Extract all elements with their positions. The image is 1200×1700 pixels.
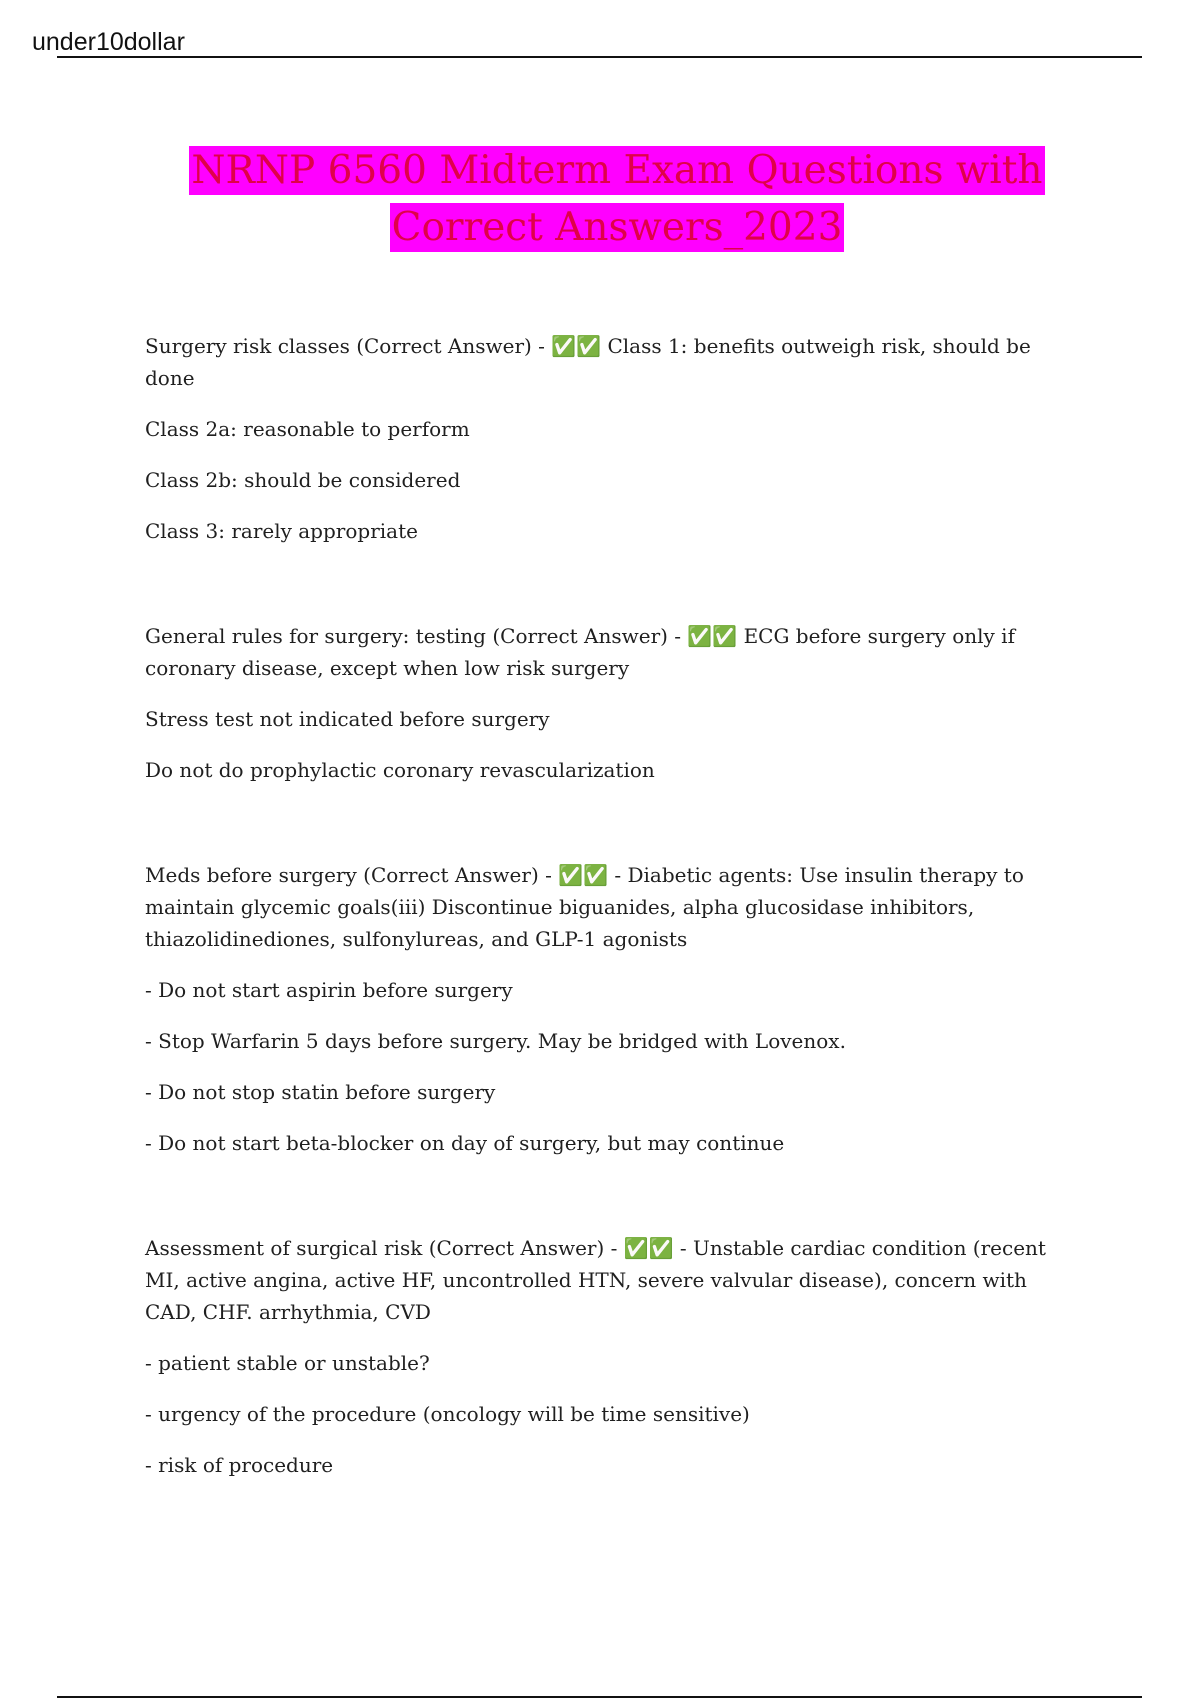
question-text: General rules for surgery: testing (Correct Answer) - ✅✅ ECG before surgery only if coronary disease, except when low risk surgery (145, 624, 1015, 680)
qa-section (145, 330, 1080, 547)
answer-line: - risk of procedure (145, 1453, 334, 1477)
document-title (150, 142, 1084, 256)
question-text: Surgery risk classes (Correct Answer) - ✅✅ Class 1: benefits outweigh risk, should be done (145, 334, 1031, 390)
answer-line: - urgency of the procedure (oncology will be time sensitive) (145, 1402, 750, 1426)
answer-line: Class 2a: reasonable to perform (145, 417, 470, 441)
footer-rule (57, 1696, 1142, 1698)
answer-line: - Do not start beta-blocker on day of surgery, but may continue (145, 1131, 785, 1155)
answer-line: Stress test not indicated before surgery (145, 707, 550, 731)
answer-line: Class 3: rarely appropriate (145, 519, 418, 543)
answer-line: - Stop Warfarin 5 days before surgery. May be bridged with Lovenox. (145, 1029, 846, 1053)
question-text: Meds before surgery (Correct Answer) - ✅✅ - Diabetic agents: Use insulin therapy to maintain glycemic goals(iii) Discontinue biguanides, alpha glucosidase inhibitors, thiazolidinediones, sulfonylureas, and GLP-1 agonists (145, 863, 1024, 951)
qa-section (145, 859, 1080, 1159)
qa-section (145, 1232, 1080, 1481)
watermark-text: under10dollar (32, 28, 185, 56)
title-line-1: NRNP 6560 Midterm Exam Questions with (191, 148, 1043, 193)
answer-line: - patient stable or unstable? (145, 1351, 430, 1375)
question-text: Assessment of surgical risk (Correct Answer) - ✅✅ - Unstable cardiac condition (recent MI, active angina, active HF, uncontrolled HTN, severe valvular disease), concern with CAD, CHF. arrhythmia, CVD (145, 1236, 1046, 1324)
qa-section (145, 620, 1080, 786)
answer-line: - Do not stop statin before surgery (145, 1080, 496, 1104)
header-rule (57, 56, 1142, 58)
answer-line: Class 2b: should be considered (145, 468, 461, 492)
answer-line: - Do not start aspirin before surgery (145, 978, 513, 1002)
answer-line: Do not do prophylactic coronary revascularization (145, 758, 655, 782)
document-body (145, 330, 1080, 1554)
title-line-2: Correct Answers_2023 (391, 205, 843, 250)
